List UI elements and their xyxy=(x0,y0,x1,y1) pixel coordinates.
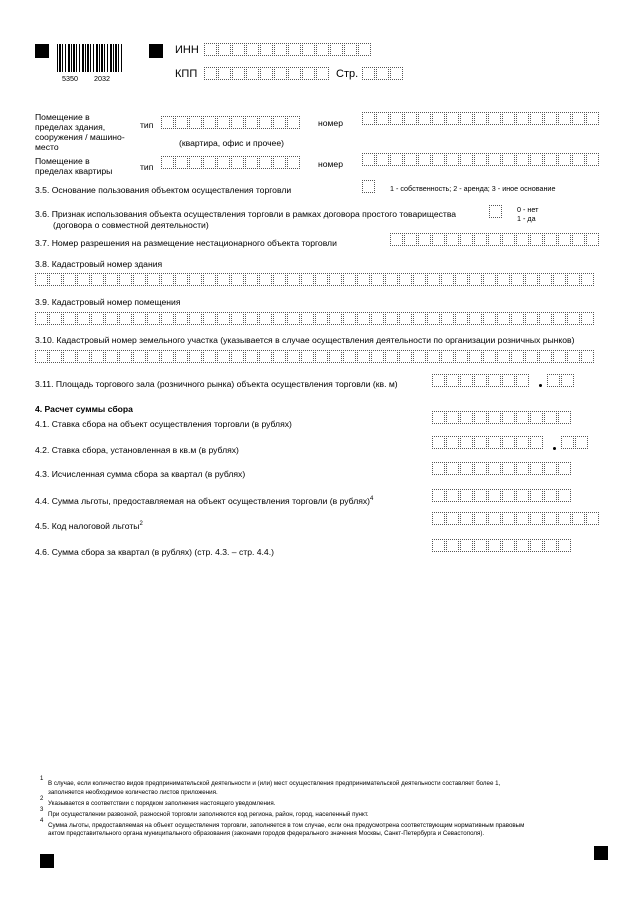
field-3-6-label-2: (договора о совместной деятельности) xyxy=(53,220,209,230)
corner-marker-top-mid xyxy=(149,44,163,58)
field-3-5-input[interactable] xyxy=(362,180,376,193)
footnote-ref-2: 2 xyxy=(139,521,143,527)
footnote-1-line-2: заполняется необходимое количество листов приложения. xyxy=(48,789,218,796)
field-4-4-label xyxy=(35,494,373,506)
field-4-1-label: 4.1. Ставка сбора на объект осуществления торговли (в рублях) xyxy=(35,419,292,429)
corner-marker-bottom-right xyxy=(594,846,608,860)
field-3-5-label: 3.5. Основание пользования объектом осуществления торговли xyxy=(35,185,292,195)
field-3-6-hint-no: 0 - нет xyxy=(517,205,539,214)
field-3-8-label: 3.8. Кадастровый номер здания xyxy=(35,259,163,269)
type-hint: (квартира, офис и прочее) xyxy=(179,138,284,148)
field-4-2-integer[interactable] xyxy=(432,436,544,449)
inn-field[interactable] xyxy=(204,43,372,56)
building-type-label: тип xyxy=(140,120,154,130)
field-3-5-hint: 1 - собственность; 2 - аренда; 3 - иное основание xyxy=(390,184,556,193)
field-3-7-input[interactable] xyxy=(390,233,600,246)
footnote-3-text: При осуществлении развозной, разносной торговли заполняются код региона, район, город, населенный пункт. xyxy=(48,811,369,818)
apartment-type-field[interactable] xyxy=(161,156,301,169)
field-4-5-input[interactable] xyxy=(432,512,600,525)
footnote-4-line-1: Сумма льготы, предоставляемая на объект осуществления торговли, заполняется в том случае, если она предусмотрена соответствующим нормативным правовым xyxy=(48,822,525,829)
field-3-11-integer[interactable] xyxy=(432,374,530,387)
footnote-2-text: Указывается в соответствии с порядком заполнения настоящего уведомления. xyxy=(48,800,276,807)
field-3-7-label: 3.7. Номер разрешения на размещение нестационарного объекта торговли xyxy=(35,238,337,248)
apartment-number-field[interactable] xyxy=(362,153,600,166)
field-4-3-label: 4.3. Исчисленная сумма сбора за квартал (в рублях) xyxy=(35,469,246,479)
inn-label: ИНН xyxy=(175,44,199,56)
apartment-premises-label: Помещение в пределах квартиры xyxy=(35,156,113,176)
field-4-6-input[interactable] xyxy=(432,539,572,552)
page-label: Стр. xyxy=(336,68,359,80)
field-4-1-input[interactable] xyxy=(432,411,572,424)
field-4-4-input[interactable] xyxy=(432,489,572,502)
field-4-4-text: 4.4. Сумма льготы, предоставляемая на объект осуществления торговли (в рублях) xyxy=(35,495,371,506)
kpp-field[interactable] xyxy=(204,67,330,80)
footnote-number-4: 4 xyxy=(40,818,44,824)
field-4-6-label: 4.6. Сумма сбора за квартал (в рублях) (стр. 4.3. – стр. 4.4.) xyxy=(35,547,274,557)
field-3-9-label: 3.9. Кадастровый номер помещения xyxy=(35,297,181,307)
field-3-6-hint-yes: 1 - да xyxy=(517,214,536,223)
decimal-point-4-2 xyxy=(553,447,556,450)
field-3-8-input[interactable] xyxy=(35,273,595,286)
decimal-point xyxy=(539,384,542,387)
footnote-number-1: 1 xyxy=(40,776,44,782)
page-number-field[interactable] xyxy=(362,67,404,80)
field-4-3-input[interactable] xyxy=(432,462,572,475)
field-3-10-input[interactable] xyxy=(35,350,595,363)
apartment-number-label: номер xyxy=(318,159,343,169)
field-3-9-input[interactable] xyxy=(35,312,595,325)
field-4-2-fraction[interactable] xyxy=(561,436,589,449)
building-number-label: номер xyxy=(318,118,343,128)
field-3-10-label: 3.10. Кадастровый номер земельного участка (указывается в случае осуществления деятельности по организации розничных рынков) xyxy=(35,335,575,345)
footnote-1-line-1: В случае, если количество видов предпринимательской деятельности и (или) мест осуществления предпринимательской деятельности составляет более 1, xyxy=(48,780,501,787)
field-4-5-label xyxy=(35,519,143,531)
building-type-field[interactable] xyxy=(161,116,301,129)
barcode-number-left: 5350 xyxy=(62,74,78,83)
barcode-number-right: 2032 xyxy=(94,74,110,83)
corner-marker-top-left xyxy=(35,44,49,58)
field-3-6-input[interactable] xyxy=(489,205,503,218)
barcode xyxy=(57,44,124,72)
section-4-title: 4. Расчет суммы сбора xyxy=(35,404,133,414)
field-4-2-label: 4.2. Ставка сбора, установленная в кв.м (в рублях) xyxy=(35,445,239,455)
corner-marker-bottom-left xyxy=(40,854,54,868)
footnote-ref-4: 4 xyxy=(370,496,374,502)
building-premises-label: Помещение в пределах здания, сооружения / машино-место xyxy=(35,112,125,152)
footnote-4-line-2: актом представительного органа муниципального образования (законами городов федерального значения Москвы, Санкт-Петербурга и Севастополя). xyxy=(48,830,485,837)
field-4-5-text: 4.5. Код налоговой льготы xyxy=(35,520,140,531)
field-3-11-fraction[interactable] xyxy=(547,374,575,387)
field-3-6-label: 3.6. Признак использования объекта осуществления торговли в рамках договора простого товарищества xyxy=(35,209,457,219)
footnote-number-2: 2 xyxy=(40,796,44,802)
footnote-number-3: 3 xyxy=(40,807,44,813)
field-3-11-label: 3.11. Площадь торгового зала (розничного рынка) объекта осуществления торговли (кв. м) xyxy=(35,379,398,389)
apartment-type-label: тип xyxy=(140,162,154,172)
kpp-label: КПП xyxy=(175,68,198,80)
building-number-field[interactable] xyxy=(362,112,600,125)
